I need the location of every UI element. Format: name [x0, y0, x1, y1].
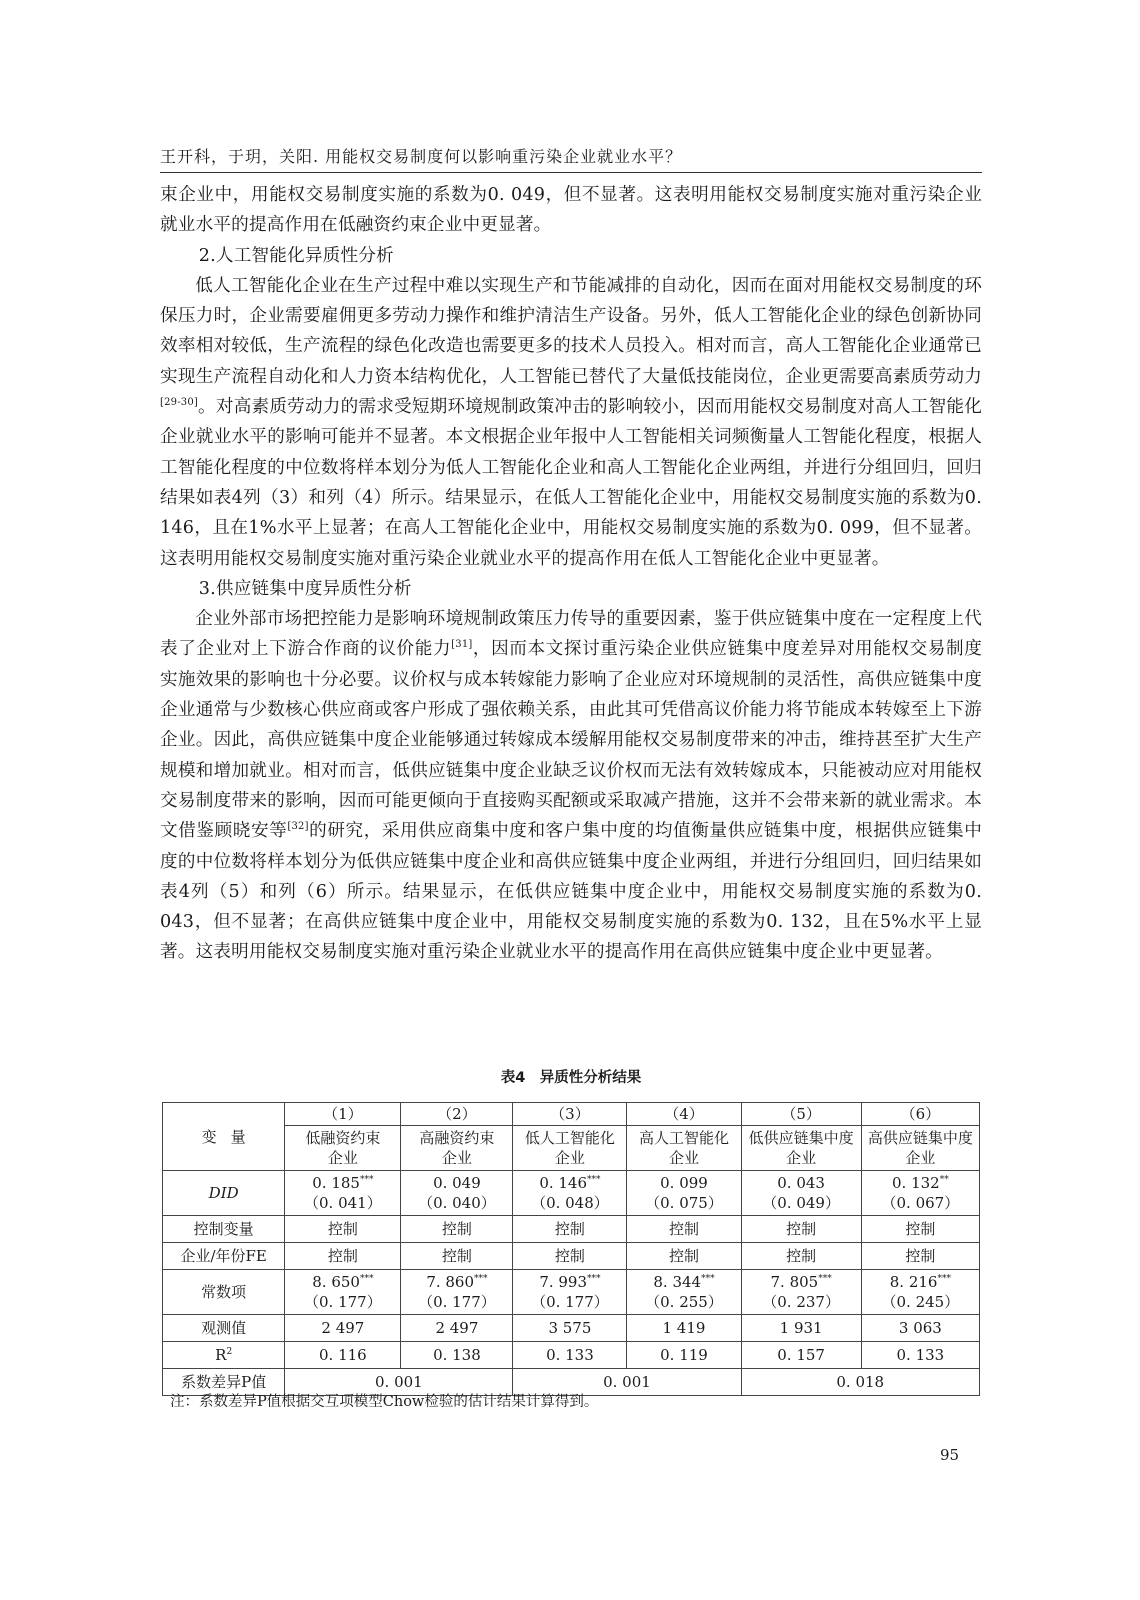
table-title: 表4 异质性分析结果 — [500, 1070, 642, 1086]
row-label-text: 控制变量 — [193, 1220, 254, 1238]
row-label-text: 观测值 — [201, 1319, 247, 1337]
standard-error: （0. 177） — [304, 1293, 382, 1311]
column-name-line: 企业 — [668, 1149, 699, 1167]
table-cell — [861, 1243, 979, 1270]
significance-stars: *** — [359, 1175, 374, 1185]
table-header-row — [163, 1126, 980, 1171]
column-name-line: 低供应链集中度 — [748, 1129, 854, 1147]
cell-value-line — [862, 1219, 979, 1239]
cell-value: 控制 — [441, 1220, 472, 1238]
cell-value-line — [627, 1219, 740, 1239]
cell-value: 7. 860 — [426, 1273, 475, 1291]
citation-ref: [32] — [287, 821, 309, 833]
header-rule — [160, 172, 982, 173]
paragraph-text: 。对高素质劳动力的需求受短期环境规制政策冲击的影响较小，因而用能权交易制度对高人工智能化企业就业水平的影响可能并不显著。本文根据企业年报中人工智能相关词频衡量人工智能化程度，根据人工智能化程度的中位数将样本划分为低人工智能化企业和高人工智能化企业两组，并进行分组回归，回归结果如表4列（3）和列（4）所示。结果显示，在低人工智能化企业中，用能权交易制度实施的系数为0. 146，且在1%水平上显著；在高人工智能化企业中，用能权交易制度实施的系数为0. 099，但不显著。这表明用能权交易制度实施对重污染企业就业水平的提高作用在低人工智能化企业中更显著。 — [160, 397, 982, 569]
cell-value: 1 931 — [779, 1319, 823, 1337]
column-name — [285, 1126, 401, 1171]
cell-value: 3 575 — [548, 1319, 592, 1337]
table-row — [163, 1216, 980, 1243]
cell-value: 控制 — [786, 1220, 817, 1238]
cell-value-line — [401, 1246, 512, 1266]
cell-value: 8. 344 — [653, 1273, 702, 1291]
table-cell — [513, 1171, 627, 1216]
table-cell — [861, 1342, 979, 1369]
standard-error: （0. 075） — [645, 1194, 723, 1212]
cell-value: 2 497 — [321, 1319, 365, 1337]
cell-value: 0. 119 — [660, 1346, 708, 1364]
cell-value: 控制 — [905, 1220, 936, 1238]
table-cell — [513, 1243, 627, 1270]
cell-value: 3 063 — [898, 1319, 942, 1337]
table-cell — [401, 1243, 513, 1270]
cell-value-line — [401, 1173, 512, 1193]
standard-error: （0. 040） — [418, 1194, 496, 1212]
table-cell — [861, 1171, 979, 1216]
cell-value-line — [742, 1219, 861, 1239]
cell-value: 控制 — [668, 1247, 699, 1265]
cell-value-line — [401, 1318, 512, 1338]
table-note: 注：系数差异P值根据交互项模型Chow检验的估计结果计算得到。 — [170, 1394, 599, 1410]
table-cell — [627, 1342, 741, 1369]
row-label — [163, 1315, 285, 1342]
standard-error: （0. 255） — [645, 1293, 723, 1311]
table-cell — [627, 1243, 741, 1270]
column-name — [861, 1126, 979, 1171]
row-label-text: 常数项 — [201, 1283, 247, 1301]
paragraph-text: 低人工智能化企业在生产过程中难以实现生产和节能减排的自动化，因而在面对用能权交易制度的环保压力时，企业需要雇佣更多劳动力操作和维护清洁生产设备。另外，低人工智能化企业的绿色创新协同效率相对较低，生产流程的绿色化改造也需要更多的技术人员投入。相对而言，高人工智能化企业通常已实现生产流程自动化和人力资本结构优化，人工智能已替代了大量低技能岗位，企业更需要高素质劳动力 — [160, 275, 982, 387]
paragraph-supply-chain-analysis — [160, 604, 982, 968]
cell-value-line — [742, 1173, 861, 1193]
cell-value: 7. 993 — [539, 1273, 588, 1291]
standard-error: （0. 237） — [762, 1293, 840, 1311]
row-label-text: R — [215, 1346, 227, 1364]
cell-value: 0. 043 — [777, 1174, 825, 1192]
column-name — [741, 1126, 861, 1171]
table-cell — [285, 1342, 401, 1369]
cell-value-line — [742, 1272, 861, 1292]
cell-value-line — [627, 1246, 740, 1266]
cell-value-line — [627, 1345, 740, 1365]
cell-value-line — [862, 1345, 979, 1365]
paragraph-text: ，因而本文探讨重污染企业供应链集中度差异对用能权交易制度实施效果的影响也十分必要。议价权与成本转嫁能力影响了企业应对环境规制的灵活性，高供应链集中度企业通常与少数核心供应商或客户形成了强依赖关系，由此其可凭借高议价能力将节能成本转嫁至上下游企业。因此，高供应链集中度企业能够通过转嫁成本缓解用能权交易制度带来的冲击，维持甚至扩大生产规模和增加就业。相对而言，低供应链集中度企业缺乏议价权而无法有效转嫁成本，只能被动应对用能权交易制度带来的影响，因而可能更倾向于直接购买配额或采取减产措施，这并不会带来新的就业需求。本文借鉴顾晓安等 — [160, 639, 982, 842]
table-row — [163, 1171, 980, 1216]
paragraph-ai-analysis — [160, 271, 982, 574]
cell-value: 控制 — [441, 1247, 472, 1265]
significance-stars: *** — [701, 1274, 715, 1284]
table-cell — [741, 1342, 861, 1369]
cell-value-line — [627, 1318, 740, 1338]
cell-value: 0. 049 — [433, 1174, 481, 1192]
column-name-line: 企业 — [905, 1149, 936, 1167]
table-cell — [285, 1216, 401, 1243]
cell-value: 8. 216 — [889, 1273, 938, 1291]
paragraph-text: 企业外部市场把控能力是影响环境规制政策压力传导的重要因素，鉴于供应链集中度在一定程度上代表了企业对上下游合作商的议价能力 — [160, 609, 982, 660]
row-label — [163, 1171, 285, 1216]
p-value-cell: 0. 001 — [285, 1369, 513, 1396]
cell-value: 0. 146 — [539, 1174, 588, 1192]
cell-value: 0. 133 — [546, 1346, 594, 1364]
cell-value-line — [513, 1272, 626, 1292]
cell-value: 控制 — [786, 1247, 817, 1265]
cell-value-line — [401, 1345, 512, 1365]
column-name-line: 高供应链集中度 — [867, 1129, 973, 1147]
table-cell — [741, 1171, 861, 1216]
significance-stars: *** — [474, 1274, 488, 1284]
table-cell — [513, 1315, 627, 1342]
cell-value-line — [627, 1272, 740, 1292]
column-name-line: 企业 — [786, 1149, 817, 1167]
cell-value: 2 497 — [435, 1319, 479, 1337]
table-cell — [513, 1216, 627, 1243]
paragraph-continuation: 束企业中，用能权交易制度实施的系数为0. 049，但不显著。这表明用能权交易制度实施对重污染企业就业水平的提高作用在低融资约束企业中更显著。 — [160, 185, 982, 236]
row-label-superscript: 2 — [226, 1347, 233, 1357]
row-label — [163, 1243, 285, 1270]
table-cell — [401, 1171, 513, 1216]
significance-stars: *** — [587, 1175, 601, 1185]
row-label — [163, 1342, 285, 1369]
standard-error: （0. 048） — [531, 1194, 609, 1212]
significance-stars: *** — [937, 1274, 951, 1284]
table-cell — [861, 1270, 979, 1315]
cell-value-line — [513, 1318, 626, 1338]
standard-error: （0. 067） — [881, 1194, 960, 1212]
table-cell — [861, 1315, 979, 1342]
column-name — [513, 1126, 627, 1171]
cell-value: 0. 133 — [896, 1346, 945, 1364]
column-name-line: 企业 — [554, 1149, 585, 1167]
citation-ref: [31] — [451, 639, 473, 651]
table-cell — [513, 1270, 627, 1315]
column-number: （5） — [741, 1103, 861, 1126]
cell-value: 0. 157 — [777, 1346, 825, 1364]
table-cell — [741, 1315, 861, 1342]
cell-value-line — [285, 1272, 400, 1292]
section-heading-supply-chain: 3.供应链集中度异质性分析 — [198, 578, 412, 599]
table-row — [163, 1342, 980, 1369]
table-cell — [513, 1342, 627, 1369]
table-cell — [627, 1171, 741, 1216]
significance-stars: *** — [587, 1274, 601, 1284]
cell-value-line — [513, 1345, 626, 1365]
column-number: （6） — [861, 1103, 979, 1126]
standard-error: （0. 049） — [762, 1194, 840, 1212]
row-label — [163, 1216, 285, 1243]
table-cell — [741, 1243, 861, 1270]
cell-value: 7. 805 — [770, 1273, 819, 1291]
cell-value-line — [742, 1246, 861, 1266]
table-cell — [741, 1270, 861, 1315]
table-row — [163, 1243, 980, 1270]
paragraph-text: 的研究，采用供应商集中度和客户集中度的均值衡量供应链集中度，根据供应链集中度的中位数将样本划分为低供应链集中度企业和高供应链集中度企业两组，并进行分组回归，回归结果如表4列（5）和列（6）所示。结果显示，在低供应链集中度企业中，用能权交易制度实施的系数为0. 043，但不显著；在高供应链集中度企业中，用能权交易制度实施的系数为0. 132，且在5%水平上显著。这表明用能权交易制度实施对重污染企业就业水平的提高作用在高供应链集中度企业中更显著。 — [160, 821, 983, 963]
cell-value-line — [742, 1318, 861, 1338]
row-label-text: DID — [208, 1184, 239, 1202]
body-text — [160, 180, 982, 968]
cell-value-line — [862, 1318, 979, 1338]
page-number: 95 — [940, 1446, 960, 1464]
cell-value: 控制 — [554, 1220, 585, 1238]
table-cell — [401, 1216, 513, 1243]
column-name-line: 高人工智能化 — [638, 1129, 729, 1147]
table-cell — [401, 1342, 513, 1369]
column-number: （4） — [627, 1103, 741, 1126]
p-value-cell: 0. 001 — [513, 1369, 741, 1396]
cell-value-line — [401, 1272, 512, 1292]
column-number: （3） — [513, 1103, 627, 1126]
table-cell — [285, 1171, 401, 1216]
section-heading-ai: 2.人工智能化异质性分析 — [198, 245, 394, 266]
cell-value-line — [285, 1246, 400, 1266]
cell-value-line — [285, 1173, 400, 1193]
cell-value: 0. 138 — [433, 1346, 481, 1364]
results-table — [162, 1102, 980, 1396]
cell-value-line — [513, 1219, 626, 1239]
cell-value-line — [285, 1318, 400, 1338]
table-cell — [627, 1315, 741, 1342]
column-name — [627, 1126, 741, 1171]
cell-value-line — [513, 1173, 626, 1193]
variable-header: 变量 — [163, 1103, 285, 1171]
cell-value-line — [285, 1345, 400, 1365]
table-cell — [401, 1270, 513, 1315]
column-number: （1） — [285, 1103, 401, 1126]
cell-value: 0. 099 — [660, 1174, 708, 1192]
table-cell — [401, 1315, 513, 1342]
table-cell — [627, 1270, 741, 1315]
p-value-cell: 0. 018 — [741, 1369, 980, 1396]
cell-value: 0. 132 — [892, 1174, 940, 1192]
column-name-line: 高融资约束 — [419, 1129, 495, 1147]
cell-value: 控制 — [554, 1247, 585, 1265]
cell-value-line — [742, 1345, 861, 1365]
column-name-line: 低人工智能化 — [524, 1129, 615, 1147]
cell-value: 控制 — [327, 1220, 358, 1238]
table-cell — [285, 1315, 401, 1342]
table-row — [163, 1270, 980, 1315]
significance-stars: *** — [359, 1274, 374, 1284]
row-label — [163, 1270, 285, 1315]
column-name-line: 低融资约束 — [305, 1129, 381, 1147]
row-label-text: 企业/年份FE — [180, 1247, 267, 1265]
cell-value: 0. 185 — [312, 1174, 360, 1192]
standard-error: （0. 245） — [881, 1293, 960, 1311]
table-cell — [285, 1270, 401, 1315]
significance-stars: *** — [818, 1274, 832, 1284]
standard-error: （0. 177） — [531, 1293, 609, 1311]
cell-value: 控制 — [327, 1247, 358, 1265]
table-cell — [285, 1243, 401, 1270]
cell-value: 0. 116 — [319, 1346, 367, 1364]
cell-value-line — [401, 1219, 512, 1239]
cell-value: 控制 — [668, 1220, 699, 1238]
column-name-line: 企业 — [441, 1149, 472, 1167]
standard-error: （0. 177） — [418, 1293, 496, 1311]
table-row — [163, 1315, 980, 1342]
table-cell — [741, 1216, 861, 1243]
table-cell — [861, 1216, 979, 1243]
column-name-line: 企业 — [327, 1149, 358, 1167]
column-number: （2） — [401, 1103, 513, 1126]
table-header-row — [163, 1103, 980, 1126]
table-cell — [627, 1216, 741, 1243]
cell-value-line — [513, 1246, 626, 1266]
cell-value-line — [627, 1173, 740, 1193]
cell-value-line — [862, 1272, 979, 1292]
column-name — [401, 1126, 513, 1171]
row-label: 系数差异P值 — [163, 1369, 285, 1396]
significance-stars: ** — [939, 1175, 949, 1185]
cell-value: 8. 650 — [312, 1273, 360, 1291]
citation-ref: [29-30] — [160, 397, 199, 409]
cell-value: 控制 — [905, 1247, 936, 1265]
standard-error: （0. 041） — [304, 1194, 382, 1212]
cell-value-line — [862, 1246, 979, 1266]
cell-value-line — [285, 1219, 400, 1239]
cell-value-line — [862, 1173, 979, 1193]
running-head: 王开科，于玥，关阳. 用能权交易制度何以影响重污染企业就业水平？ — [160, 147, 683, 166]
cell-value: 1 419 — [662, 1319, 706, 1337]
